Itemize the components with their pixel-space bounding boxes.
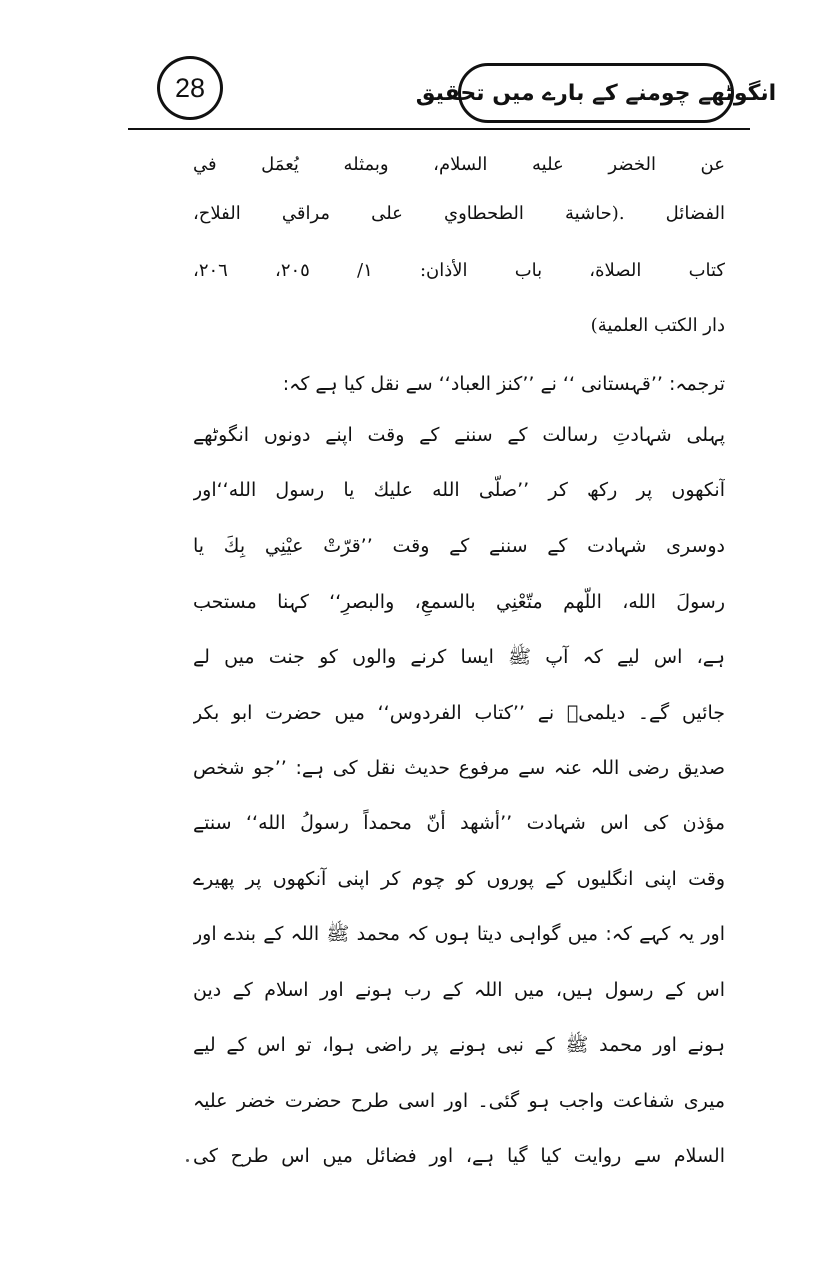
scan-speck <box>186 1159 189 1162</box>
arabic-quote-line-2: الفضائل .(حاشية الطحطاوي على مراقي الفلاح، <box>193 203 725 224</box>
body-line-16: اس کے رسول ہیں، میں اللہ کے رب ہونے اور اسلام کے دین <box>193 979 725 1001</box>
arabic-quote-line-4: دار الكتب العلمية) <box>590 315 725 336</box>
body-line-14: وقت اپنی انگلیوں کے پوروں کو چوم کر اپنی آنکھوں پر پھیرے <box>193 868 725 890</box>
body-line-6: پہلی شہادتِ رسالت کے سننے کے وقت اپنے دونوں انگوٹھے <box>193 424 725 446</box>
page-number-badge <box>157 56 223 120</box>
header-divider <box>128 128 750 130</box>
body-line-15: اور یہ کہے کہ: میں گواہی دیتا ہوں کہ محمد ﷺ اللہ کے بندے اور <box>193 923 725 945</box>
body-line-11: جائیں گے۔ دیلمیؒ نے ’’کتاب الفردوس‘‘ میں حضرت ابو بکر <box>193 702 725 724</box>
body-line-9: رسولَ الله، اللّهم متّعْنِي بالسمعِ، والبصرِ‘‘ کہنا مستحب <box>193 591 725 613</box>
body-line-8: دوسری شہادت کے سننے کے وقت ’’قرّتْ عيْنِي بِكَ يا <box>193 535 725 557</box>
body-line-13: مؤذن کی اس شہادت ’’أشهد أنّ محمداً رسولُ الله‘‘ سنتے <box>193 812 725 834</box>
body-line-19: السلام سے روایت کیا گیا ہے، اور فضائل میں اس طرح کی <box>193 1145 725 1167</box>
translation-heading-line: ترجمہ: ’’قہستانی ‘‘ نے ’’کنز العباد‘‘ سے نقل کیا ہے کہ: <box>282 373 725 395</box>
body-line-17: ہونے اور محمد ﷺ کے نبی ہونے پر راضی ہوا، تو اس کے لیے <box>193 1034 725 1056</box>
arabic-quote-line-1: عن الخضر عليه السلام، وبمثله يُعمَل في <box>193 154 725 175</box>
body-line-12: صدیق رضی اللہ عنہ سے مرفوع حدیث نقل کی ہے: ’’جو شخص <box>193 757 725 779</box>
body-line-18: میری شفاعت واجب ہو گئی۔ اور اسی طرح حضرت خضر علیہ <box>193 1090 725 1112</box>
arabic-quote-line-3: كتاب الصلاة، باب الأذان: ١/ ٢٠٥، ٢٠٦، <box>193 260 725 281</box>
running-title: انگوٹھے چومنے کے بارے میں تحقیق <box>415 80 777 106</box>
body-line-10: ہے، اس لیے کہ آپ ﷺ ایسا کرنے والوں کو جنت میں لے <box>193 646 725 668</box>
page-number: 28 <box>174 72 206 103</box>
body-line-7: آنکھوں پر رکھ کر ’’صلّى الله عليك يا رسول الله‘‘اور <box>193 479 725 501</box>
running-title-box <box>415 63 777 123</box>
